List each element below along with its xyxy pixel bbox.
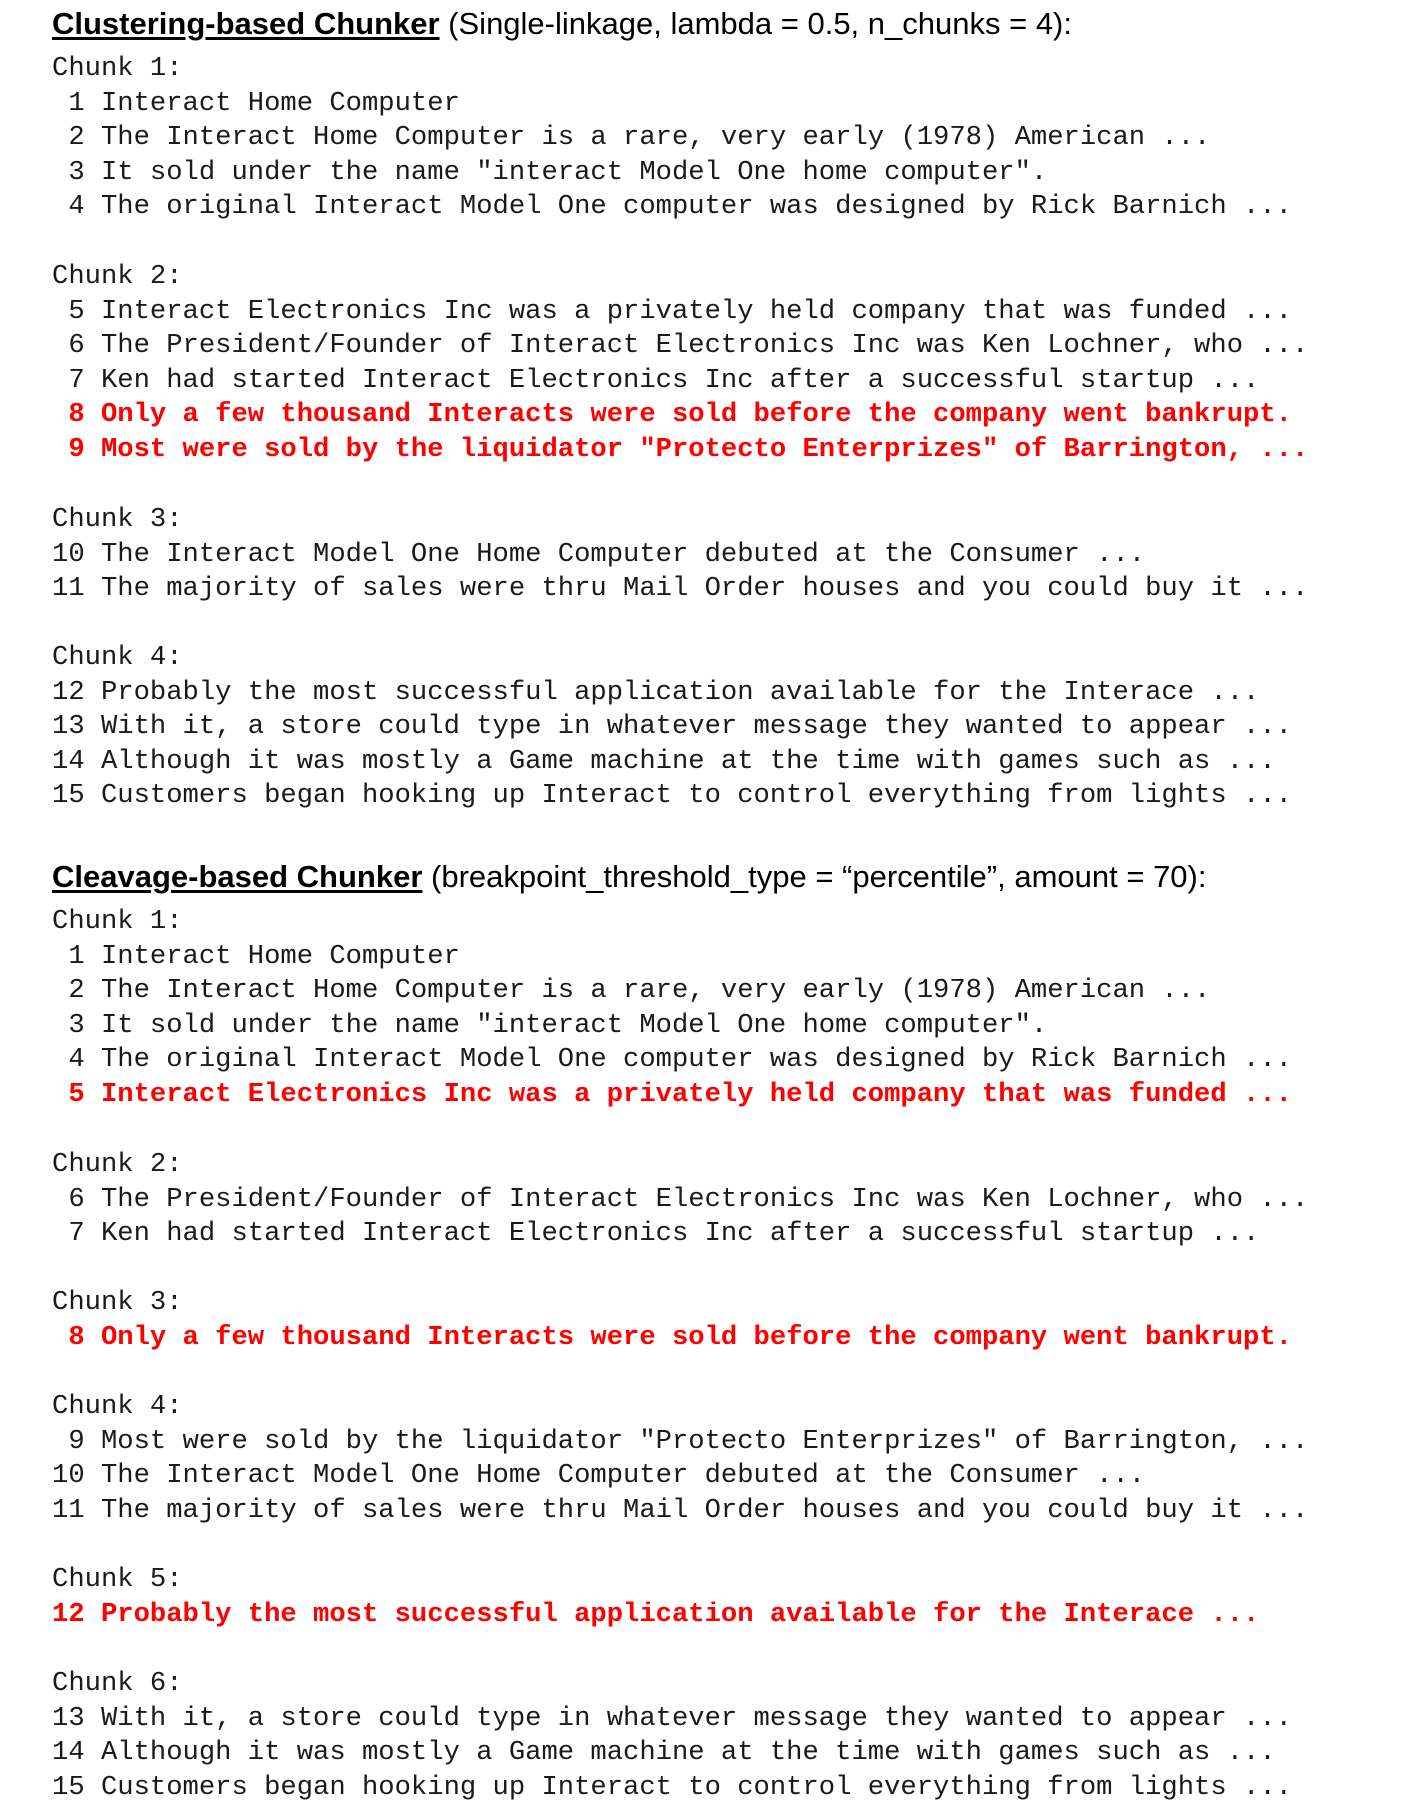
sentence-line: 13 With it, a store could type in whatever message they wanted to appear ... [52,1702,1292,1734]
sentence-line: 1 Interact Home Computer [52,940,460,972]
sentence-line: 14 Although it was mostly a Game machine at the time with games such as ... [52,745,1276,777]
sentence-line-highlighted: 9 Most were sold by the liquidator "Protecto Enterprizes" of Barrington, ... [52,433,1309,465]
sentence-line: 2 The Interact Home Computer is a rare, very early (1978) American ... [52,975,1211,1007]
sentence-line: 6 The President/Founder of Interact Electronics Inc was Ken Lochner, who ... [52,1183,1309,1215]
sentence-line-highlighted: 8 Only a few thousand Interacts were sold before the company went bankrupt. [52,399,1292,431]
sentence-line-highlighted: 5 Interact Electronics Inc was a privately held company that was funded ... [52,1078,1292,1110]
chunk-block [52,1286,1292,1355]
sentence-line-highlighted: 8 Only a few thousand Interacts were sold before the company went bankrupt. [52,1321,1292,1353]
chunk-block [52,1390,1308,1528]
chunk-label: Chunk 3: [52,1287,183,1318]
sentence-line: 10 The Interact Model One Home Computer debuted at the Consumer ... [52,1460,1146,1492]
sentence-line: 7 Ken had started Interact Electronics Inc after a successful startup ... [52,1218,1260,1250]
sentence-line-highlighted: 12 Probably the most successful application available for the Interace ... [52,1598,1260,1630]
sentence-line: 10 The Interact Model One Home Computer debuted at the Consumer ... [52,538,1146,570]
sentence-line: 4 The original Interact Model One computer was designed by Rick Barnich ... [52,1044,1292,1076]
sentence-line: 14 Although it was mostly a Game machine at the time with games such as ... [52,1737,1276,1769]
sentence-line: 2 The Interact Home Computer is a rare, very early (1978) American ... [52,122,1211,154]
chunk-block [52,905,1292,1113]
section-clustering [52,4,1072,44]
sentence-line: 1 Interact Home Computer [52,87,460,119]
sentence-line: 3 It sold under the name "interact Model One home computer". [52,156,1048,188]
section-heading [52,4,1072,44]
sentence-line: 5 Interact Electronics Inc was a privately held company that was funded ... [52,295,1292,327]
sentence-line: 4 The original Interact Model One computer was designed by Rick Barnich ... [52,191,1292,223]
section-heading [52,857,1207,897]
section-params: (Single-linkage, lambda = 0.5, n_chunks = 4): [439,6,1072,41]
chunk-label: Chunk 5: [52,1564,183,1595]
sentence-line: 3 It sold under the name "interact Model One home computer". [52,1009,1048,1041]
sentence-line: 12 Probably the most successful application available for the Interace ... [52,676,1260,708]
section-cleavage [52,857,1207,897]
chunk-label: Chunk 4: [52,1391,183,1422]
chunk-block [52,1563,1259,1632]
sentence-line: 6 The President/Founder of Interact Electronics Inc was Ken Lochner, who ... [52,330,1309,362]
section-title: Cleavage-based Chunker [52,859,423,894]
chunk-block [52,52,1292,225]
chunk-label: Chunk 1: [52,53,183,84]
section-title: Clustering-based Chunker [52,6,440,41]
chunk-label: Chunk 4: [52,642,183,673]
section-params: (breakpoint_threshold_type = “percentile”, amount = 70): [422,859,1207,894]
sentence-line: 11 The majority of sales were thru Mail Order houses and you could buy it ... [52,1494,1309,1526]
chunk-label: Chunk 1: [52,906,183,937]
chunk-label: Chunk 6: [52,1668,183,1699]
chunk-block [52,1667,1292,1805]
chunk-block [52,1148,1308,1252]
sentence-line: 7 Ken had started Interact Electronics Inc after a successful startup ... [52,364,1260,396]
chunk-block [52,503,1308,607]
chunk-block [52,260,1308,468]
chunk-label: Chunk 2: [52,261,183,292]
sentence-line: 9 Most were sold by the liquidator "Protecto Enterprizes" of Barrington, ... [52,1425,1309,1457]
chunk-label: Chunk 2: [52,1149,183,1180]
sentence-line: 11 The majority of sales were thru Mail Order houses and you could buy it ... [52,573,1309,605]
sentence-line: 15 Customers began hooking up Interact to control everything from lights ... [52,780,1292,812]
chunk-block [52,641,1292,814]
chunk-label: Chunk 3: [52,504,183,535]
sentence-line: 13 With it, a store could type in whatever message they wanted to appear ... [52,711,1292,743]
sentence-line: 15 Customers began hooking up Interact to control everything from lights ... [52,1771,1292,1803]
